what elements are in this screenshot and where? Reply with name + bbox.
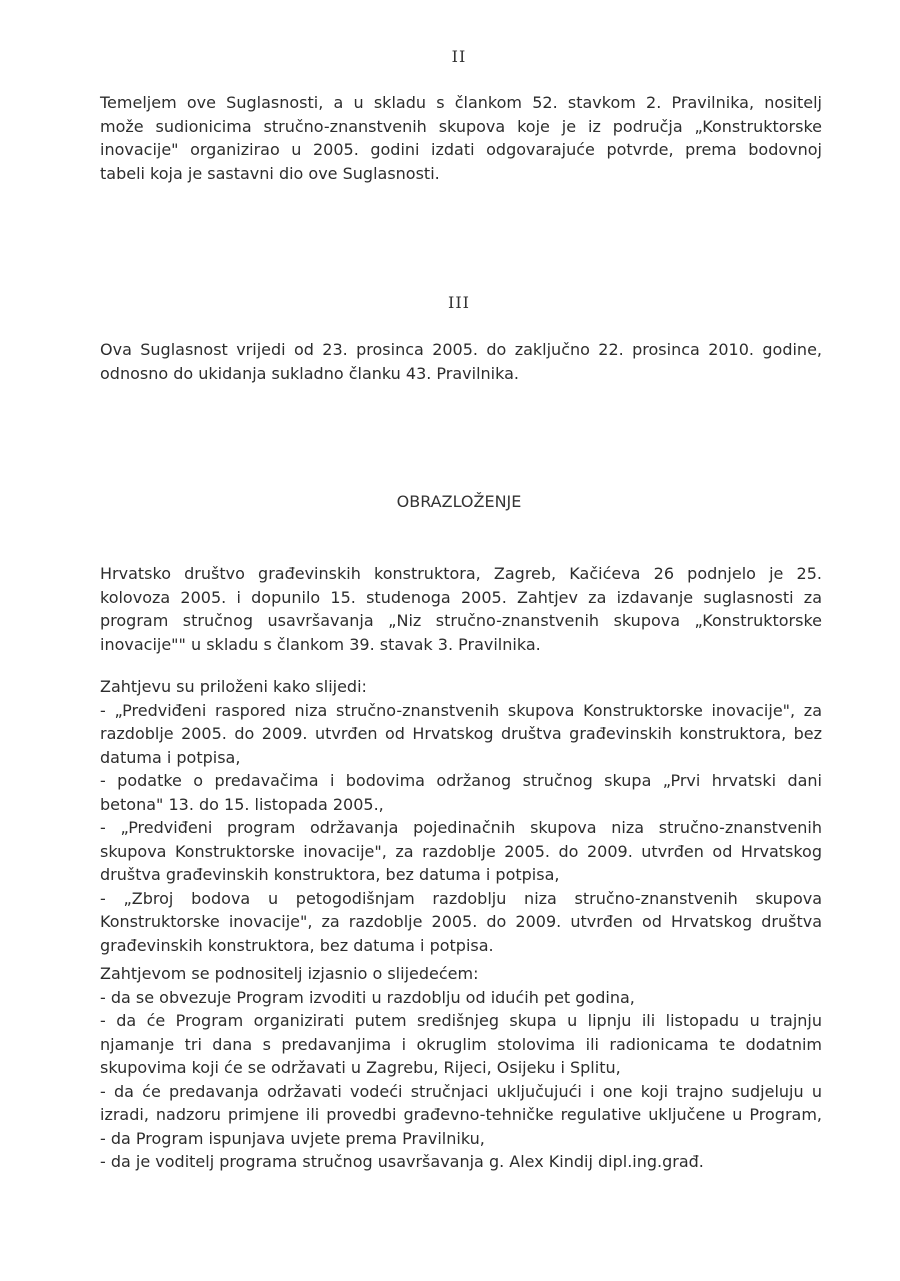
- list-item-line: - da će predavanja održavati vodeći stručnjaci uključujući i one koji trajno sudjeluju u: [100, 1081, 822, 1101]
- list-item-line: građevinskih konstruktora, bez datuma i potpisa.: [100, 935, 494, 955]
- list-item-line: - da se obvezuje Program izvoditi u razdoblju od idućih pet godina,: [100, 987, 635, 1007]
- list-intro-line: Zahtjevu su priloženi kako slijedi:: [100, 677, 367, 696]
- paragraph-line: Temeljem ove Suglasnosti, a u skladu s člankom 52. stavkom 2. Pravilnika, nositelj: [100, 93, 822, 112]
- list-item-line: - „Zbroj bodova u petogodišnjam razdoblju niza stručno-znanstvenih skupova: [100, 888, 822, 908]
- section-ii-paragraph: [100, 91, 822, 185]
- section-heading-ii: II: [451, 47, 467, 66]
- paragraph-line: kolovoza 2005. i dopunilo 15. studenoga 2005. Zahtjev za izdavanje suglasnosti za: [100, 587, 822, 607]
- section-heading-iii: III: [448, 293, 470, 312]
- list-item-line: - „Predviđeni raspored niza stručno-znanstvenih skupova Konstruktorske inovacije", za: [100, 700, 822, 720]
- list-item-line: betona" 13. do 15. listopada 2005.,: [100, 794, 384, 814]
- obrazlozenje-intro-paragraph: [100, 562, 822, 656]
- paragraph-line: može sudionicima stručno-znanstvenih skupova koje je iz područja „Konstruktorske: [100, 116, 822, 136]
- list-item-line: skupova Konstruktorske inovacije", za razdoblje 2005. do 2009. utvrđen od Hrvatskog: [100, 841, 822, 861]
- paragraph-line: program stručnog usavršavanja „Niz stručno-znanstvenih skupova „Konstruktorske: [100, 611, 822, 630]
- list-item-line: njamanje tri dana s predavanjima i okruglim stolovima ili radionicama te dodatnim: [100, 1034, 822, 1054]
- list-item-line: društva građevinskih konstruktora, bez datuma i potpisa,: [100, 865, 560, 884]
- paragraph-line: inovacije" organizirao u 2005. godini izdati odgovarajuće potvrde, prema bodovnoj: [100, 140, 822, 159]
- list-intro-line: Zahtjevom se podnositelj izjasnio o slijedećem:: [100, 964, 479, 983]
- attachments-list: [100, 675, 822, 957]
- list-item-line: skupovima koji će se održavati u Zagrebu, Rijeci, Osijeku i Splitu,: [100, 1058, 621, 1077]
- list-item-line: - da Program ispunjava uvjete prema Pravilniku,: [100, 1128, 485, 1148]
- list-item-line: razdoblje 2005. do 2009. utvrđen od Hrvatskog društva građevinskih konstruktora, bez: [100, 724, 822, 743]
- list-item-line: datuma i potpisa,: [100, 747, 241, 767]
- list-item-line: - podatke o predavačima i bodovima održanog stručnog skupa „Prvi hrvatski dani: [100, 771, 822, 790]
- paragraph-line: inovacije"" u skladu s člankom 39. stavak 3. Pravilnika.: [100, 634, 541, 654]
- declarations-list: [100, 962, 822, 1174]
- paragraph-line: Hrvatsko društvo građevinskih konstruktora, Zagreb, Kačićeva 26 podnjelo je 25.: [100, 564, 822, 583]
- list-item-line: Konstruktorske inovacije", za razdoblje 2005. do 2009. utvrđen od Hrvatskog društva: [100, 912, 822, 931]
- list-item-line: - da će Program organizirati putem središnjeg skupa u lipnju ili listopadu u trajnju: [100, 1011, 822, 1030]
- list-item-line: izradi, nadzoru primjene ili provedbi građevno-tehničke regulative uključene u Program,: [100, 1105, 822, 1124]
- paragraph-line: odnosno do ukidanja sukladno članku 43. Pravilnika.: [100, 363, 519, 383]
- list-item-line: - „Predviđeni program održavanja pojedinačnih skupova niza stručno-znanstvenih: [100, 818, 822, 837]
- paragraph-line: tabeli koja je sastavni dio ove Suglasnosti.: [100, 163, 440, 183]
- paragraph-line: Ova Suglasnost vrijedi od 23. prosinca 2005. do zaključno 22. prosinca 2010. godine,: [100, 340, 822, 359]
- section-iii-paragraph: [100, 338, 822, 385]
- obrazlozenje-heading: OBRAZLOŽENJE: [396, 492, 522, 511]
- list-item-line: - da je voditelj programa stručnog usavršavanja g. Alex Kindij dipl.ing.građ.: [100, 1152, 704, 1171]
